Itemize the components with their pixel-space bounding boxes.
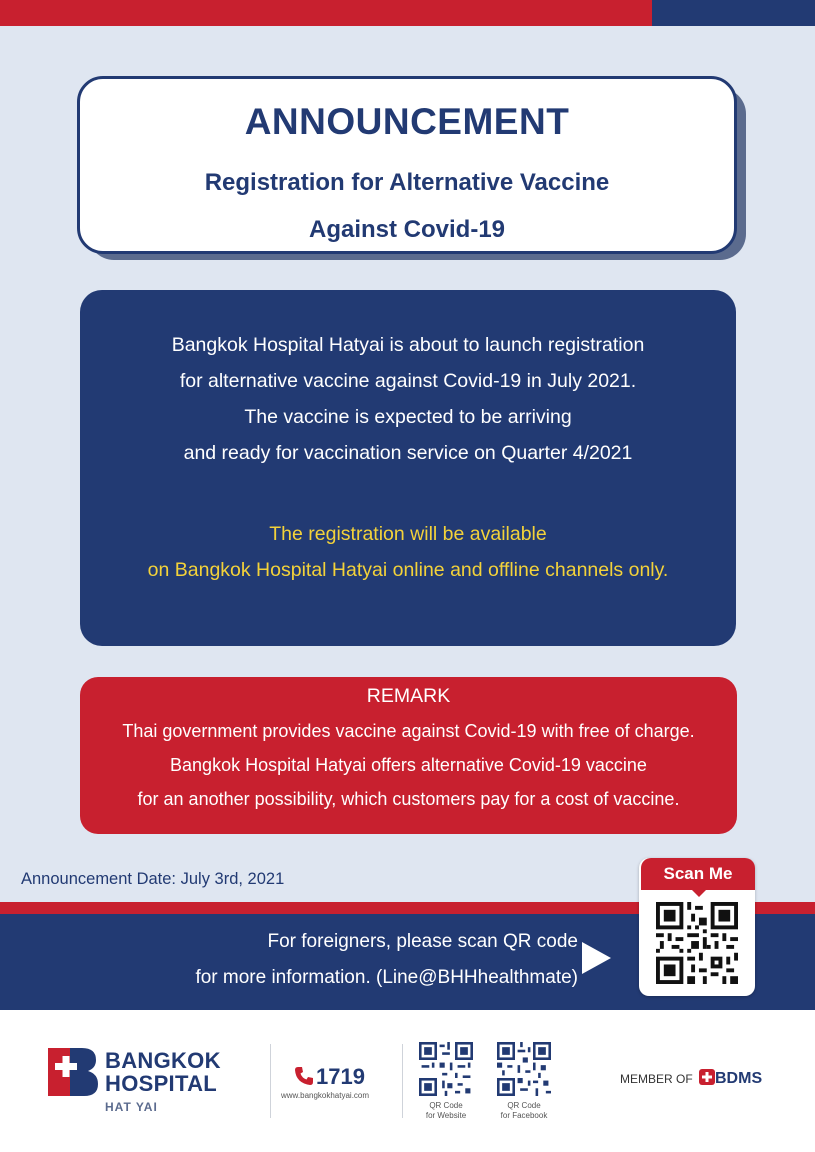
qr-website-caption [412,1101,480,1121]
qr-facebook-caption [490,1101,558,1121]
highlight-line-2: on Bangkok Hospital Hatyai online and offline channels only. [147,559,669,581]
subtitle-line-1: Registration for Alternative Vaccine [204,169,610,196]
bdms-cross-icon [699,1069,715,1085]
scan-me-label: Scan Me [641,858,755,890]
page-subtitle [80,159,734,253]
website-qr-code-icon[interactable] [419,1042,473,1096]
footer-divider-1 [270,1044,271,1118]
subtitle-line-2: Against Covid-19 [308,216,506,243]
bangkok-hospital-logo-icon [48,1046,98,1098]
announcement-date: Announcement Date: July 3rd, 2021 [21,870,285,888]
scan-me-notch [691,889,707,897]
info-line-4: and ready for vaccination service on Quarter 4/2021 [183,442,633,464]
remark-panel [80,677,737,834]
bdms-label: BDMS [715,1070,763,1087]
info-panel [80,290,736,646]
brand-line-2: HOSPITAL [105,1071,217,1096]
foreigners-line-1: For foreigners, please scan QR code [267,931,578,952]
remark-line-3: for an another possibility, which customers pay for a cost of vaccine. [137,789,680,809]
member-of-label: MEMBER OF [620,1072,693,1086]
info-text [80,327,736,471]
hotline-number[interactable]: 1719 [316,1064,365,1089]
brand-name [105,1049,221,1114]
qr-website-caption-line-2: for Website [425,1111,467,1120]
facebook-qr-code-icon[interactable] [497,1042,551,1096]
brand-line-1: BANGKOK [105,1048,221,1073]
remark-title: REMARK [366,685,451,707]
page-title: ANNOUNCEMENT [244,101,570,142]
info-line-3: The vaccine is expected to be arriving [244,406,572,428]
qr-facebook-caption-line-1: QR Code [507,1101,541,1110]
footer-divider-2 [402,1044,403,1118]
qr-website-caption-line-1: QR Code [429,1101,463,1110]
phone-icon [294,1066,314,1086]
foreigners-line-2: for more information. (Line@BHHhealthmate) [195,967,578,988]
play-arrow-icon [582,942,611,974]
foreigners-info [0,924,578,996]
highlight-line-1: The registration will be available [269,523,547,545]
info-line-2: for alternative vaccine against Covid-19 in July 2021. [179,370,637,392]
brand-line-3: HAT YAI [105,1100,158,1114]
remark-text [80,714,737,816]
remark-line-1: Thai government provides vaccine against Covid-19 with free of charge. [122,721,695,741]
line-qr-code-icon[interactable] [656,902,738,984]
top-accent-bar-red [0,0,652,26]
info-line-1: Bangkok Hospital Hatyai is about to launch registration [171,334,645,356]
bdms-logo [699,1069,762,1088]
top-accent-bar-blue [652,0,815,26]
registration-highlight [80,516,736,588]
website-link[interactable]: www.bangkokhatyai.com [281,1091,370,1100]
remark-line-2: Bangkok Hospital Hatyai offers alternative Covid-19 vaccine [170,755,647,775]
title-card [77,76,737,254]
qr-facebook-caption-line-2: for Facebook [500,1111,548,1120]
